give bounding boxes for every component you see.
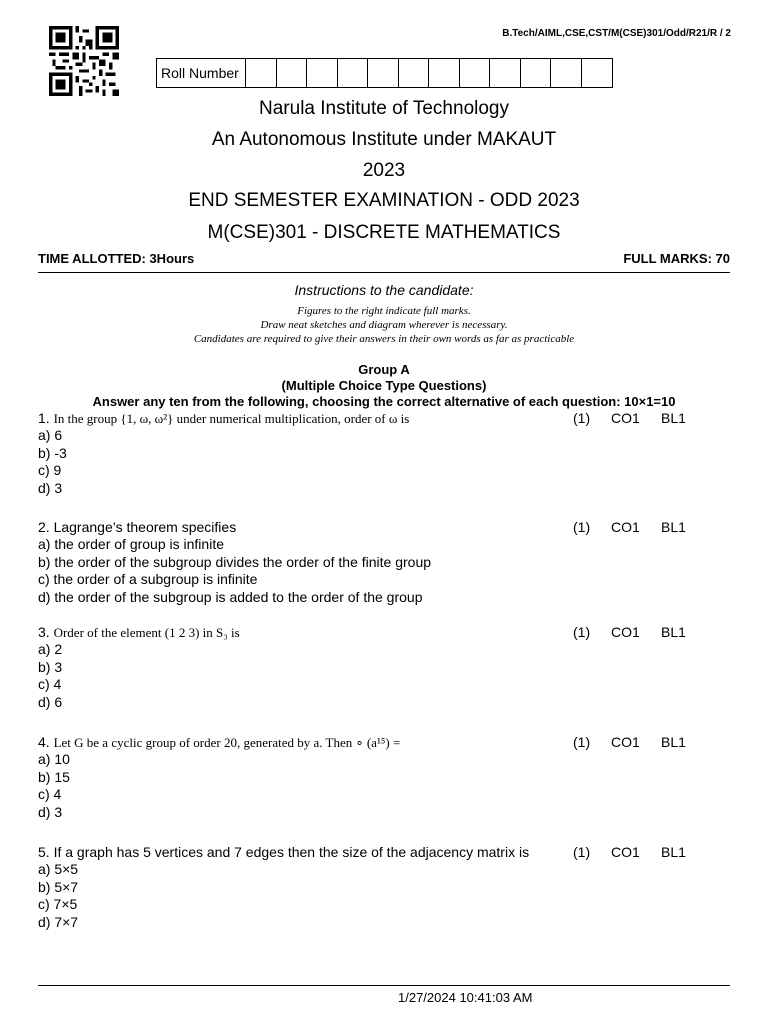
roll-number-cell[interactable] [246,59,277,87]
divider-bottom [38,985,730,986]
institute-name: Narula Institute of Technology [259,98,509,119]
option: c) 9 [38,462,62,478]
blooms-level: BL1 [661,734,686,750]
question-text: If a graph has 5 vertices and 7 edges then the size of the adjacency matrix is [53,844,530,860]
print-timestamp: 1/27/2024 10:41:03 AM [398,990,533,1005]
option: d) the order of the subgroup is added to the order of the group [38,588,423,605]
question-number: 2. [38,519,50,535]
instruction-line: Candidates are required to give their answers in their own words as far as practicable [193,333,575,345]
course-outcome: CO1 [611,734,640,750]
question-number: 5. [38,844,50,860]
option: c) 7×5 [38,896,78,912]
divider-top [38,272,730,273]
full-marks: FULL MARKS: 70 [623,251,730,266]
exam-title: END SEMESTER EXAMINATION - ODD 2023 [188,190,580,211]
roll-number-cell[interactable] [521,59,552,87]
course-outcome: CO1 [611,410,640,426]
option: d) 3 [38,479,63,496]
question-text: In the group {1, ω, ω²} under numerical multiplication, order of ω is [53,411,410,426]
group-subtitle: (Multiple Choice Type Questions) [281,378,487,393]
option: a) 5×5 [38,861,79,877]
option: d) 3 [38,803,63,820]
roll-number-cell[interactable] [429,59,460,87]
blooms-level: BL1 [661,844,686,860]
roll-number-cell[interactable] [582,59,613,87]
roll-number-cell[interactable] [490,59,521,87]
question-4 [38,734,730,821]
roll-number-cell[interactable] [460,59,491,87]
exam-year: 2023 [362,160,406,181]
roll-number-cell[interactable] [307,59,338,87]
option: b) 3 [38,658,63,675]
instruction-line: Draw neat sketches and diagram wherever is necessary. [260,319,508,331]
qr-code [48,26,120,96]
option: d) 7×7 [38,913,79,930]
roll-number-cell[interactable] [399,59,430,87]
option: a) 10 [38,751,70,767]
question-number: 1. [38,410,50,426]
question-number: 4. [38,734,50,750]
exam-meta-row [38,251,730,266]
option: b) the order of the subgroup divides the order of the finite group [38,553,432,570]
course-outcome: CO1 [611,844,640,860]
roll-number-label: Roll Number [157,59,246,87]
blooms-level: BL1 [661,624,686,640]
question-text: Order of the element (1 2 3) in S₃ is [53,625,240,640]
roll-number-box [156,58,613,88]
instructions-title: Instructions to the candidate: [294,282,474,298]
question-text: Lagrange’s theorem specifies [53,519,237,535]
roll-number-cell[interactable] [551,59,582,87]
option: c) the order of a subgroup is infinite [38,571,258,587]
instruction-line: Figures to the right indicate full marks. [297,305,471,317]
roll-number-cell[interactable] [338,59,369,87]
question-3 [38,624,730,711]
blooms-level: BL1 [661,410,686,426]
question-marks: (1) [573,410,591,426]
option: a) the order of group is infinite [38,536,224,552]
question-text: Let G be a cyclic group of order 20, generated by a. Then ∘ (a¹⁵) = [53,735,401,750]
question-2 [38,519,730,606]
blooms-level: BL1 [661,519,686,535]
option: d) 6 [38,693,63,710]
question-marks: (1) [573,844,591,860]
question-marks: (1) [573,519,591,535]
option: b) 15 [38,768,70,785]
course-outcome: CO1 [611,624,640,640]
course-outcome: CO1 [611,519,640,535]
course-title: M(CSE)301 - DISCRETE MATHEMATICS [207,222,561,243]
institute-subtitle: An Autonomous Institute under MAKAUT [211,129,557,150]
question-1 [38,410,730,497]
reference-code: B.Tech/AIML,CSE,CST/M(CSE)301/Odd/R21/R / 2 [502,28,731,39]
time-allotted: TIME ALLOTTED: 3Hours [38,251,195,266]
option: c) 4 [38,786,62,802]
question-marks: (1) [573,624,591,640]
question-5 [38,844,730,931]
option: a) 2 [38,641,63,657]
question-marks: (1) [573,734,591,750]
roll-number-cell[interactable] [368,59,399,87]
question-number: 3. [38,624,50,640]
option: c) 4 [38,676,62,692]
group-title: Group A [358,362,410,377]
group-directive: Answer any ten from the following, choosing the correct alternative of each question: 10×1=10 [92,394,676,409]
roll-number-cell[interactable] [277,59,308,87]
option: a) 6 [38,427,63,443]
option: b) 5×7 [38,878,79,895]
option: b) -3 [38,444,67,461]
